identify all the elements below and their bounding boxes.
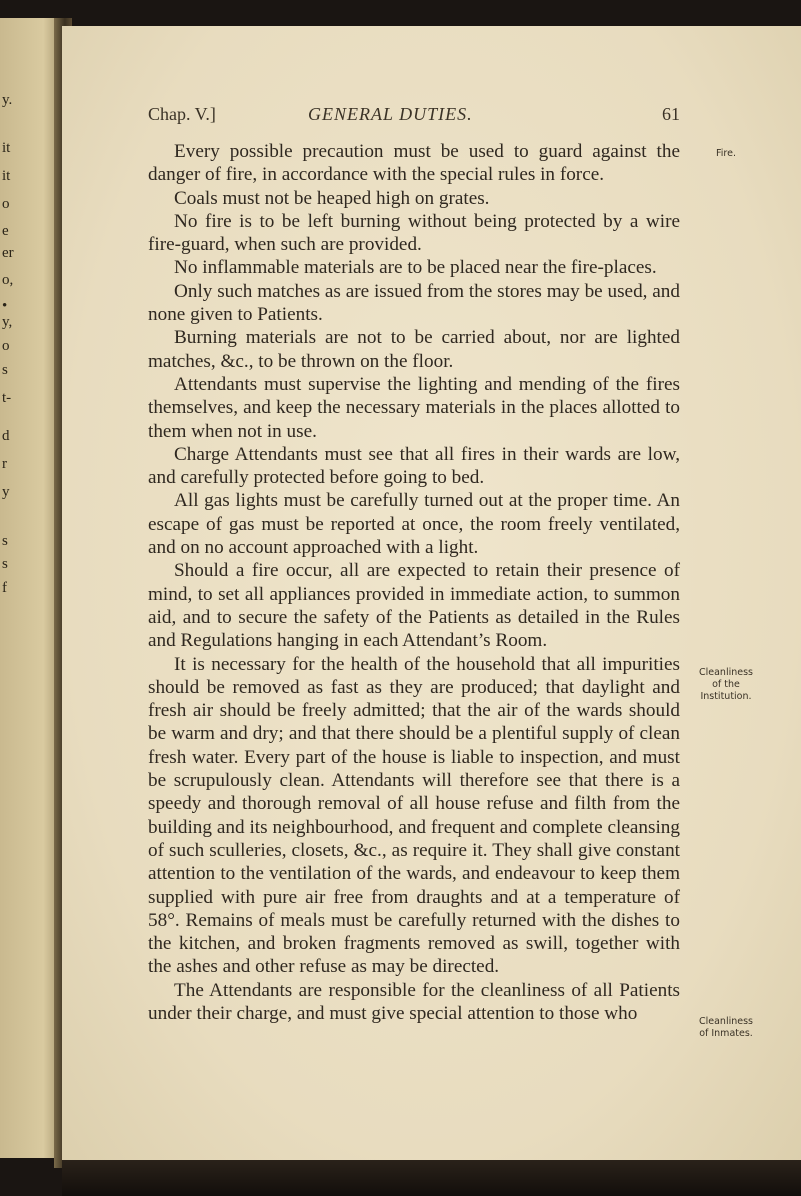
margin-note-line: Institution.: [700, 691, 752, 702]
margin-note-cleanliness-inmates: [690, 1016, 762, 1040]
paragraph: No fire is to be left burning without being protected by a wire fire-guard, when such are provided.: [148, 210, 680, 256]
facing-page-fragment: o: [2, 196, 10, 212]
body-text: [148, 140, 680, 1025]
facing-page-fragment: s: [2, 533, 8, 549]
facing-page-edge: [0, 18, 62, 1158]
margin-note-cleanliness-institution: [690, 667, 762, 703]
paragraph: It is necessary for the health of the household that all impurities should be removed as fast as they are produced; that daylight and fresh air should be freely admitted; that the air of the wards should be warm and dry; and that there should be a plentiful supply of clean fresh water. Every part of the house is liable to inspection, and must be scrupulously clean. Attendants will therefore see that there is a speedy and thorough removal of all house refuse and filth from the building and its neighbourhood, and frequent and complete cleansing of such sculleries, closets, &c., as require it. They shall give constant attention to the ventilation of the wards, and endeavour to keep them supplied with pure air free from draughts and at a temperature of 58°. Remains of meals must be carefully returned with the dishes to the kitchen, and broken fragments removed as swill, together with the ashes and other refuse as may be directed.: [148, 653, 680, 978]
paragraph: All gas lights must be carefully turned out at the proper time. An escape of gas must be reported at once, the room freely ventilated, and on no account approached with a light.: [148, 490, 680, 559]
paragraph: The Attendants are responsible for the cleanliness of all Patients under their charge, and must give special attention to those who: [148, 979, 680, 1024]
facing-page-fragment: o: [2, 338, 10, 354]
facing-page-fragment: it: [2, 168, 11, 184]
facing-page-fragment: f: [2, 580, 7, 596]
facing-page-fragment: r: [2, 456, 7, 472]
paragraph: Burning materials are not to be carried about, nor are lighted matches, &c., to be thrown on the floor.: [148, 327, 680, 372]
running-title: GENERAL DUTIES.: [308, 104, 473, 124]
facing-page-fragment: y: [2, 484, 10, 500]
margin-note-fire: [690, 148, 762, 160]
margin-note-line: of the: [712, 679, 740, 690]
margin-note-line: Cleanliness: [698, 667, 753, 678]
chapter-label: Chap. V.]: [148, 104, 216, 124]
facing-page-fragment: •: [2, 298, 8, 314]
paragraph: Charge Attendants must see that all fires in their wards are low, and carefully protected before going to bed.: [148, 443, 680, 489]
page-bottom-edge: [62, 1160, 801, 1196]
running-header: [148, 104, 680, 130]
facing-page-fragment: y,: [2, 314, 13, 330]
paragraph: Coals must not be heaped high on grates.: [174, 187, 490, 209]
facing-page-fragment: t-: [2, 390, 12, 406]
facing-page-fragment: e: [2, 223, 9, 239]
paragraph: Only such matches as are issued from the stores may be used, and none given to Patients.: [148, 280, 680, 326]
facing-page-fragment: o,: [2, 272, 14, 288]
paragraph: No inflammable materials are to be placed near the fire-places.: [174, 257, 657, 279]
facing-page-fragment: s: [2, 556, 8, 572]
margin-note-line: Cleanliness: [698, 1016, 753, 1027]
page-number: 61: [662, 104, 680, 124]
facing-page-fragment: it: [2, 140, 11, 156]
paragraph: Should a fire occur, all are expected to retain their presence of mind, to set all appliances provided in immediate action, to summon aid, and to secure the safety of the Patients as detailed in the Rules and Regulations hanging in each Attendant’s Room.: [148, 560, 680, 652]
paragraph: Attendants must supervise the lighting and mending of the fires themselves, and keep the necessary materials in the places allotted to them when not in use.: [148, 373, 680, 442]
book-page: [62, 26, 801, 1162]
margin-note-text: Fire.: [716, 148, 736, 159]
facing-page-fragment: s: [2, 362, 8, 378]
facing-page-fragment: d: [2, 428, 10, 444]
facing-page-fragment: er: [2, 245, 14, 261]
paragraph: Every possible precaution must be used to guard against the danger of fire, in accordance with the special rules in force.: [148, 141, 680, 186]
margin-note-line: of Inmates.: [699, 1028, 753, 1039]
facing-page-fragment: y.: [2, 92, 13, 108]
